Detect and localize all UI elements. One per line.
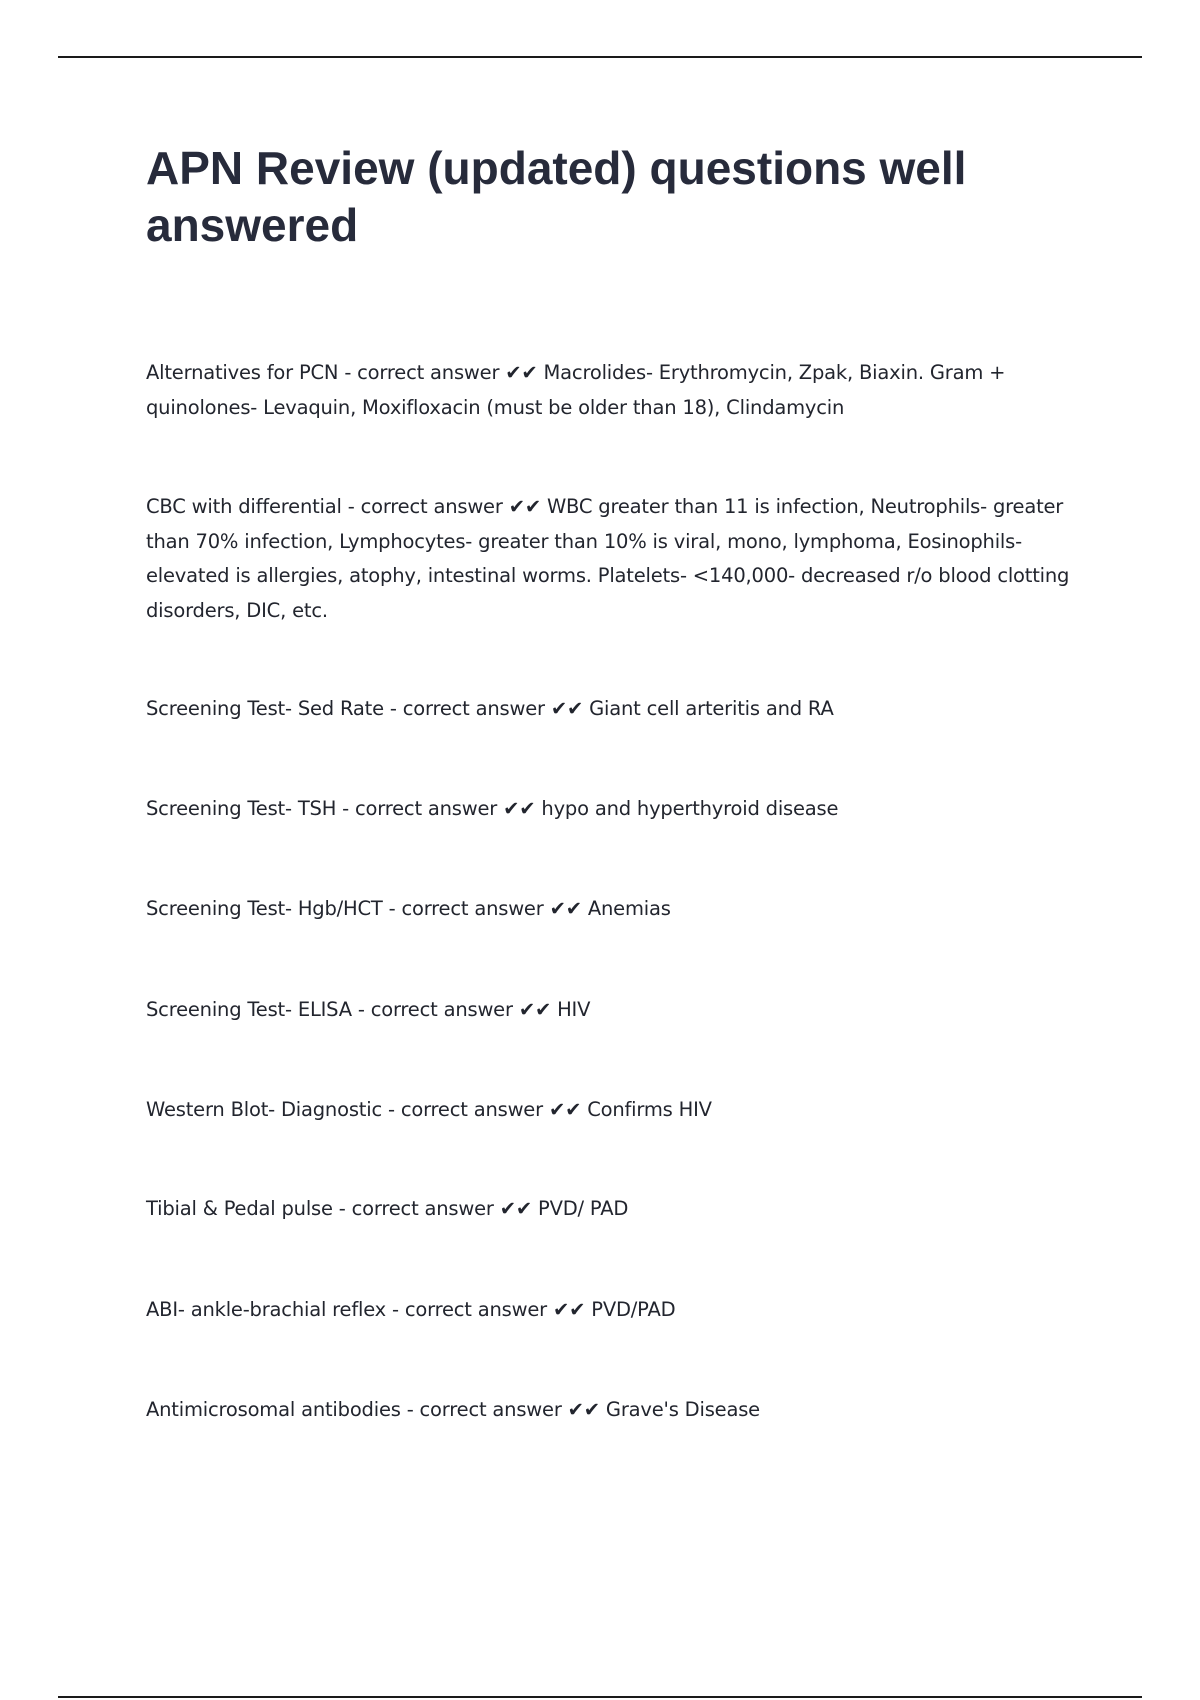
question-text: Screening Test- ELISA — [146, 998, 352, 1021]
qa-item — [146, 692, 1076, 727]
double-check-icon: ✔✔ — [505, 361, 538, 384]
answer-text: Anemias — [581, 897, 671, 920]
answer-text: Giant cell arteritis and RA — [583, 697, 834, 720]
double-check-icon: ✔✔ — [499, 1197, 533, 1220]
answer-text: WBC greater than 11 is infection, Neutrophils- greater than 70% infection, Lymphocytes- greater than 10% is viral, mono, lymphoma, Eosinophils- elevated is allergies, atophy, intestinal worms. Platelets- <140,000- decreased r/o blood clotting disorders, DIC, etc. — [146, 495, 1070, 622]
answer-text: hypo and hyperthyroid disease — [535, 797, 839, 820]
top-divider — [58, 56, 1142, 58]
qa-item — [146, 1093, 1076, 1128]
double-check-icon: ✔✔ — [518, 998, 552, 1021]
qa-item — [146, 1293, 1076, 1328]
question-text: Western Blot- Diagnostic — [146, 1098, 382, 1121]
question-text: Alternatives for PCN — [146, 361, 339, 384]
qa-item — [146, 490, 1076, 628]
answer-separator: - correct answer — [383, 697, 551, 720]
answer-text: Grave's Disease — [599, 1398, 760, 1421]
qa-item — [146, 993, 1076, 1028]
answer-separator: - correct answer — [382, 897, 550, 920]
question-text: Antimicrosomal antibodies — [146, 1398, 401, 1421]
bottom-divider — [58, 1696, 1142, 1698]
answer-separator: - correct answer — [336, 797, 504, 820]
double-check-icon: ✔✔ — [508, 495, 541, 518]
answer-separator: - correct answer — [400, 1398, 568, 1421]
answer-separator: - correct answer — [332, 1197, 500, 1220]
qa-item — [146, 1393, 1076, 1428]
double-check-icon: ✔✔ — [567, 1398, 600, 1421]
qa-item — [146, 356, 1076, 425]
answer-text: PVD/ PAD — [532, 1197, 629, 1220]
answer-separator: - correct answer — [386, 1298, 553, 1321]
question-text: Tibial & Pedal pulse — [146, 1197, 333, 1220]
question-text: CBC with differential — [146, 495, 342, 518]
answer-separator: - correct answer — [341, 495, 509, 518]
double-check-icon: ✔✔ — [550, 697, 584, 720]
answer-text: PVD/PAD — [585, 1298, 676, 1321]
answer-text: Confirms HIV — [581, 1098, 712, 1121]
double-check-icon: ✔✔ — [549, 897, 582, 920]
question-text: ABI- ankle-brachial reflex — [146, 1298, 387, 1321]
question-text: Screening Test- TSH — [146, 797, 337, 820]
question-text: Screening Test- Sed Rate — [146, 697, 384, 720]
answer-separator: - correct answer — [351, 998, 519, 1021]
qa-item — [146, 1192, 1076, 1227]
double-check-icon: ✔✔ — [552, 1298, 586, 1321]
qa-item — [146, 892, 1076, 927]
question-text: Screening Test- Hgb/HCT — [146, 897, 383, 920]
document-title: APN Review (updated) questions well answered — [146, 142, 967, 251]
answer-text: Macrolides- Erythromycin, Zpak, Biaxin. Gram + quinolones- Levaquin, Moxifloxacin (must be older than 18), Clindamycin — [146, 361, 1006, 419]
answer-separator: - correct answer — [338, 361, 506, 384]
double-check-icon: ✔✔ — [503, 797, 536, 820]
double-check-icon: ✔✔ — [548, 1098, 582, 1121]
answer-separator: - correct answer — [381, 1098, 549, 1121]
qa-item — [146, 792, 1076, 827]
answer-text: HIV — [551, 998, 591, 1021]
